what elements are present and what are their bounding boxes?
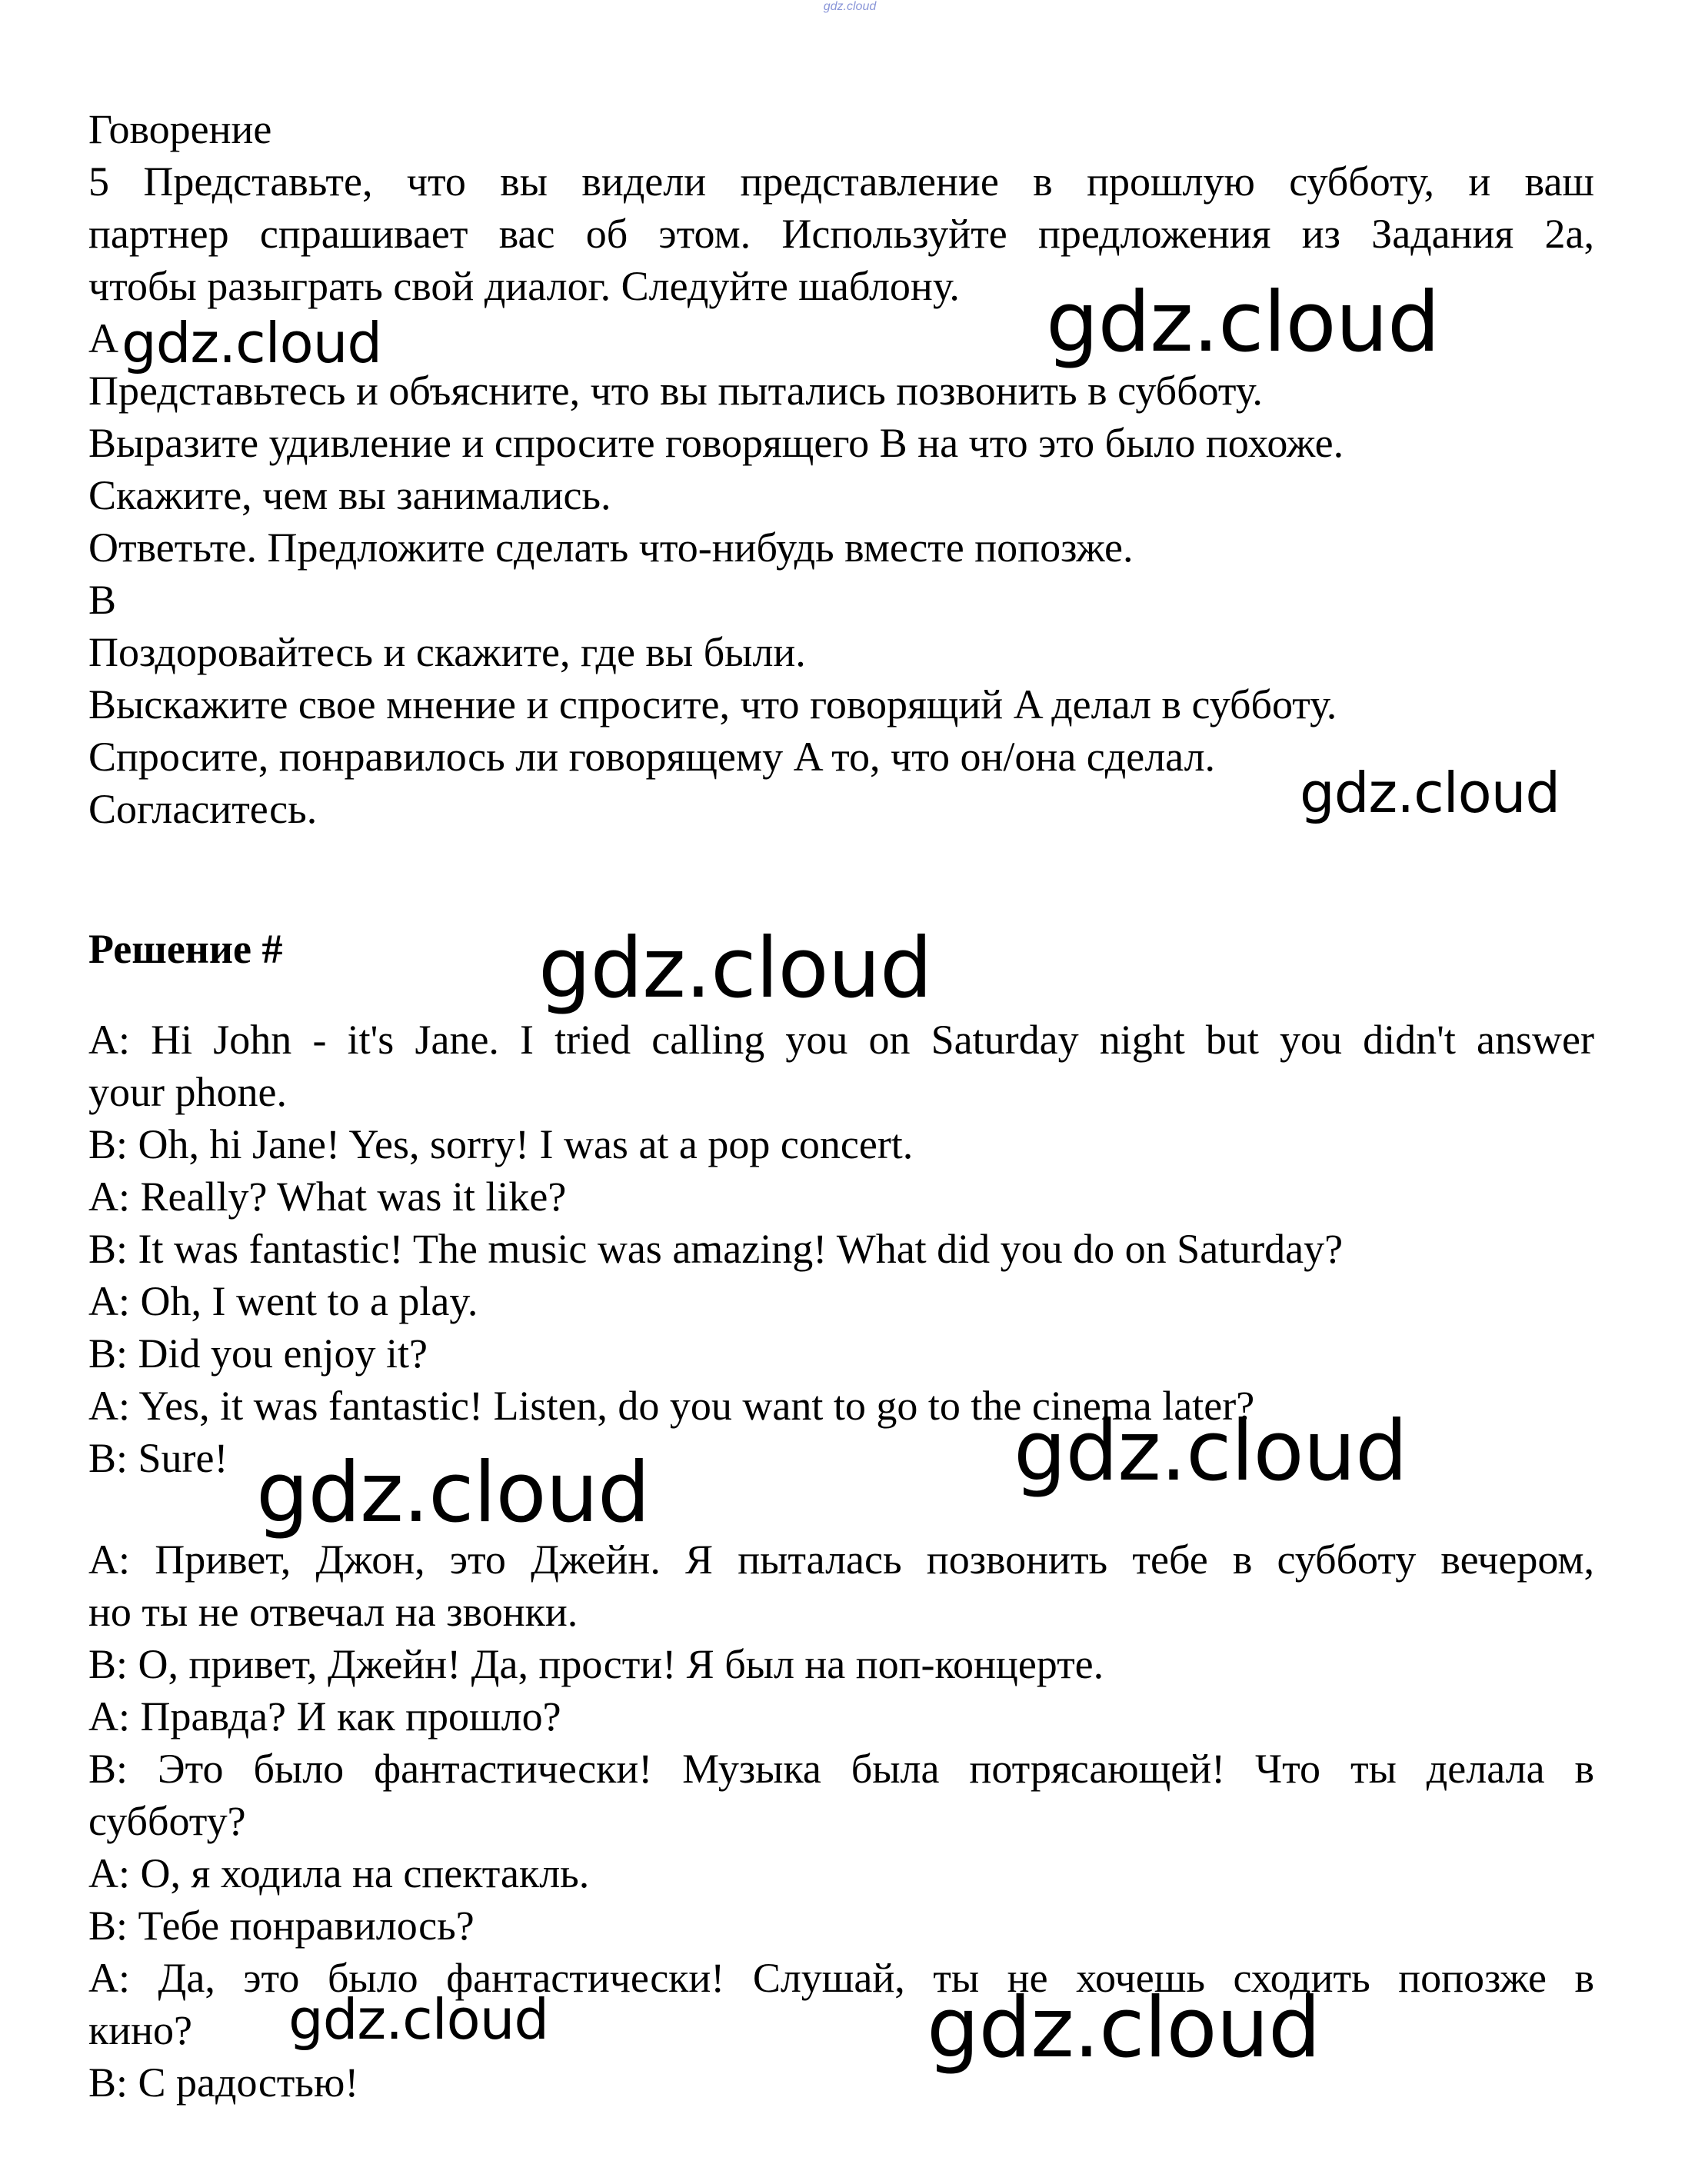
russian-dialogue-line: B: О, привет, Джейн! Да, прости! Я был на поп-концерте. xyxy=(88,1641,1104,1687)
task-line: чтобы разыграть свой диалог. Следуйте шаблону. xyxy=(88,263,960,309)
russian-dialogue-line: B: С радостью! xyxy=(88,2059,359,2106)
speaker-b-instruction: Согласитесь. xyxy=(88,786,318,832)
watermark: gdz.cloud xyxy=(1014,1403,1407,1500)
russian-dialogue-line: но ты не отвечал на звонки. xyxy=(88,1589,578,1635)
english-dialogue-line: B: It was fantastic! The music was amazing! What did you do on Saturday? xyxy=(88,1226,1344,1272)
english-dialogue-line: B: Sure! xyxy=(88,1435,228,1481)
english-dialogue-line: A: Oh, I went to a play. xyxy=(88,1278,478,1324)
russian-dialogue-line: B: Это было фантастически! Музыка была потрясающей! Что ты делала в xyxy=(88,1746,1594,1792)
speaker-b-instruction: Спросите, понравилось ли говорящему A то, что он/она сделал. xyxy=(88,734,1216,780)
speaker-a-instruction: Ответьте. Предложите сделать что-нибудь вместе попозже. xyxy=(88,524,1134,571)
russian-dialogue-line: A: Да, это было фантастически! Слушай, ты не хочешь сходить попозже в xyxy=(88,1955,1594,2001)
task-line: партнер спрашивает вас об этом. Используйте предложения из Задания 2а, xyxy=(88,211,1594,257)
speaker-a-instruction: Представьтесь и объясните, что вы пытались позвонить в субботу. xyxy=(88,368,1263,414)
russian-dialogue-line: A: Привет, Джон, это Джейн. Я пыталась позвонить тебе в субботу вечером, xyxy=(88,1536,1594,1583)
watermark: gdz.cloud xyxy=(288,1987,549,2052)
top-watermark: gdz.cloud xyxy=(823,0,877,13)
russian-dialogue-line: B: Тебе понравилось? xyxy=(88,1903,475,1949)
russian-dialogue-line: кино? xyxy=(88,2007,192,2053)
english-dialogue-line: B: Oh, hi Jane! Yes, sorry! I was at a pop concert. xyxy=(88,1121,914,1167)
speaker-b-label: B xyxy=(88,577,117,623)
russian-dialogue-line: субботу? xyxy=(88,1798,246,1844)
watermark: gdz.cloud xyxy=(927,1980,1320,2076)
speaker-a-instruction: Выразите удивление и спросите говорящего B на что это было похоже. xyxy=(88,420,1344,466)
speaker-a-instruction: Скажите, чем вы занимались. xyxy=(88,472,611,518)
watermark: gdz.cloud xyxy=(538,921,932,1017)
speaker-b-instruction: Выскажите свое мнение и спросите, что говорящий A делал в субботу. xyxy=(88,681,1337,727)
watermark: gdz.cloud xyxy=(256,1445,650,1541)
english-dialogue-line: A: Really? What was it like? xyxy=(88,1174,567,1220)
solution-title: Решение # xyxy=(88,926,283,972)
english-dialogue-line: A: Hi John - it's Jane. I tried calling you on Saturday night but you didn't answer xyxy=(88,1017,1594,1063)
speaker-a-label: A xyxy=(88,315,118,361)
english-dialogue-line: B: Did you enjoy it? xyxy=(88,1330,428,1377)
russian-dialogue-line: A: Правда? И как прошло? xyxy=(88,1693,561,1740)
speaker-b-instruction: Поздоровайтесь и скажите, где вы были. xyxy=(88,629,806,675)
task-line: 5 Представьте, что вы видели представление в прошлую субботу, и ваш xyxy=(88,158,1594,205)
watermark: gdz.cloud xyxy=(1300,761,1560,825)
section-heading: Говорение xyxy=(88,106,272,152)
watermark: gdz.cloud xyxy=(122,311,382,375)
english-dialogue-line: A: Yes, it was fantastic! Listen, do you want to go to the cinema later? xyxy=(88,1383,1255,1429)
russian-dialogue-line: A: О, я ходила на спектакль. xyxy=(88,1850,590,1896)
english-dialogue-line: your phone. xyxy=(88,1069,287,1115)
watermark: gdz.cloud xyxy=(1046,275,1440,371)
